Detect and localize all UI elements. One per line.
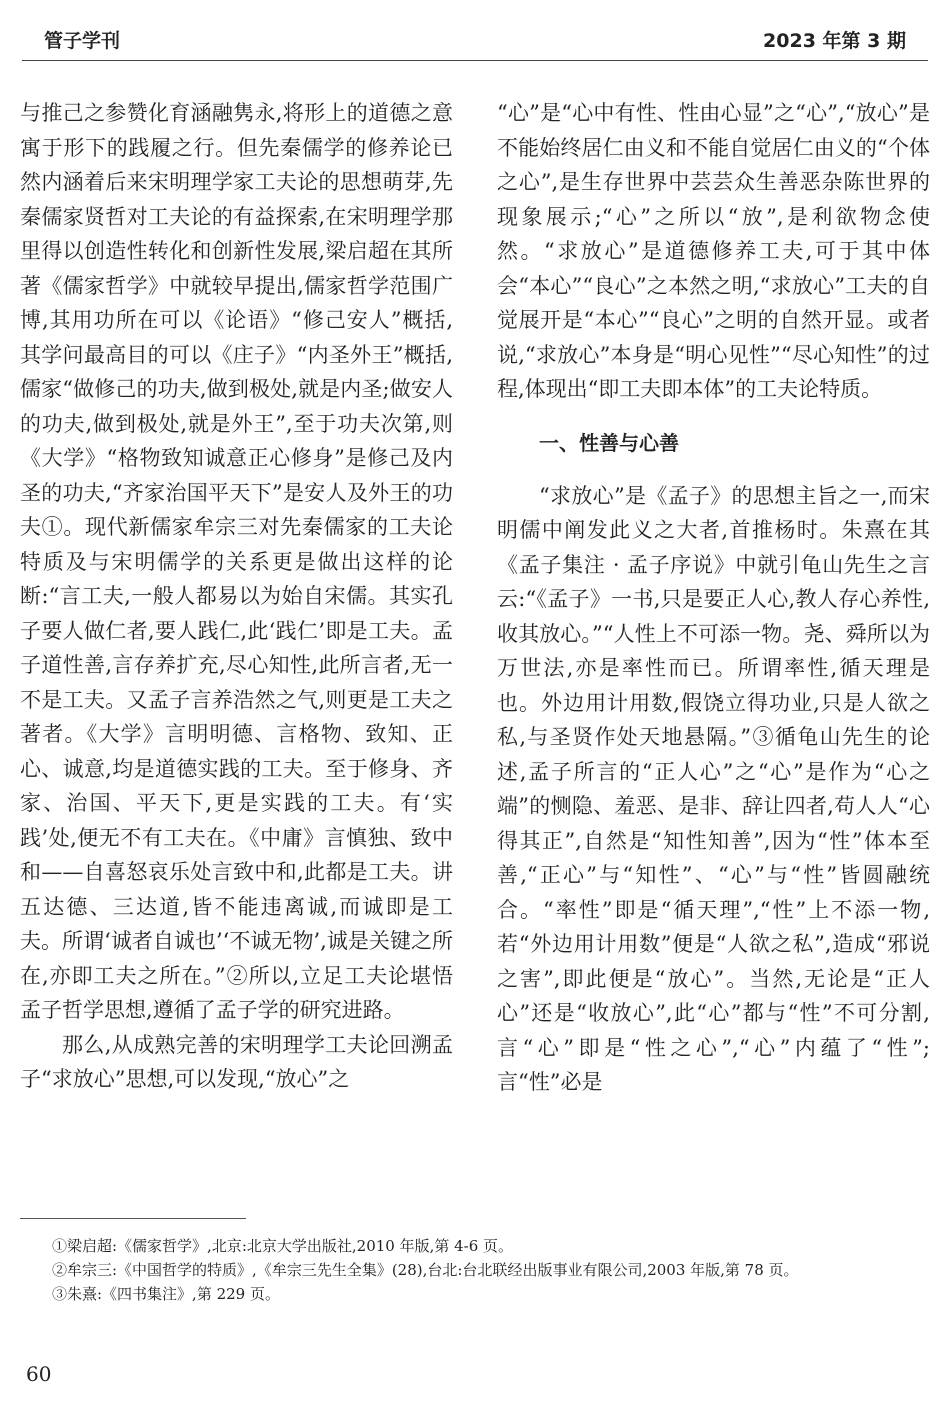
footnote-2: ②牟宗三:《中国哲学的特质》,《牟宗三先生全集》(28),台北:台北联经出版事业有限公司,2003 年版,第 78 页。 [52, 1261, 799, 1279]
journal-title: 管子学刊 [44, 30, 121, 52]
footnote-1: ①梁启超:《儒家哲学》,北京:北京大学出版社,2010 年版,第 4-6 页。 [52, 1237, 514, 1255]
right-paragraph-1: “心”是“心中有性、性由心显”之“心”,“放心”是不能始终居仁由义和不能自觉居仁由义的“个体之心”,是生存世界中芸芸众生善恶杂陈世界的现象展示;“心”之所以“放”,是利欲物念使然。“求放心”是道德修养工夫,可于其中体会“本心”“良心”之本然之明,“求放心”工夫的自觉展开是“本心”“良心”之明的自然开显。或者说,“求放心”本身是“明心见性”“尽心知性”的过程,体现出“即工夫即本体”的工夫论特质。 [497, 101, 930, 401]
footnote-3: ③朱熹:《四书集注》,第 229 页。 [52, 1285, 280, 1303]
page-number: 60 [26, 1362, 52, 1386]
footnotes [20, 1234, 932, 1306]
issue-label: 2023 年第 3 期 [763, 30, 906, 52]
running-header [22, 20, 928, 61]
footnote-divider [20, 1218, 246, 1219]
left-paragraph-2: 那么,从成熟完善的宋明理学工夫论回溯孟子“求放心”思想,可以发现,“放心”之 [20, 1032, 453, 1091]
left-paragraph-1: 与推己之参赞化育涵融隽永,将形上的道德之意寓于形下的践履之行。但先秦儒学的修养论已然内涵着后来宋明理学家工夫论的思想萌芽,先秦儒家贤哲对工夫论的有益探索,在宋明理学那里得以创造性转化和创新性发展,梁启超在其所著《儒家哲学》中就较早提出,儒家哲学范围广博,其用功所在可以《论语》“修己安人”概括,其学问最高目的可以《庄子》“内圣外王”概括,儒家“做修己的功夫,做到极处,就是内圣;做安人的功夫,做到极处,就是外王”,至于功夫次第,则《大学》“格物致知诚意正心修身”是修己及内圣的功夫,“齐家治国平天下”是安人及外王的功夫①。现代新儒家牟宗三对先秦儒家的工夫论特质及与宋明儒学的关系更是做出这样的论断:“言工夫,一般人都易以为始自宋儒。其实孔子要人做仁者,要人践仁,此‘践仁’即是工夫。孟子道性善,言存养扩充,尽心知性,此所言者,无一不是工夫。又孟子言养浩然之气,则更是工夫之著者。《大学》言明明德、言格物、致知、正心、诚意,均是道德实践的工夫。至于修身、齐家、治国、平天下,更是实践的工夫。有‘实践’处,便无不有工夫在。《中庸》言慎独、致中和——自喜怒哀乐处言致中和,此都是工夫。讲五达德、三达道,皆不能违离诚,而诚即是工夫。所谓‘诚者自诚也’‘不诚无物’,诚是关键之所在,亦即工夫之所在。”②所以,立足工夫论堪悟孟子哲学思想,遵循了孟子学的研究进路。 [20, 101, 453, 1022]
right-paragraph-2: “求放心”是《孟子》的思想主旨之一,而宋明儒中阐发此义之大者,首推杨时。朱熹在其《孟子集注 · 孟子序说》中就引龟山先生之言云:“《孟子》一书,只是要正人心,教人存心养性,收其放心。”“人性上不可添一物。尧、舜所以为万世法,亦是率性而已。所谓率性,循天理是也。外边用计用数,假饶立得功业,只是人欲之私,与圣贤作处天地悬隔。”③循龟山先生的论述,孟子所言的“正人心”之“心”是作为“心之端”的恻隐、羞恶、是非、辞让四者,苟人人“心得其正”,自然是“知性知善”,因为“性”体本至善,“正心”与“知性”、“心”与“性”皆圆融统合。“率性”即是“循天理”,“性”上不添一物,若“外边用计用数”便是“人欲之私”,造成“邪说之害”,即此便是“放心”。当然,无论是“正人心”还是“收放心”,此“心”都与“性”不可分割,言“心”即是“性之心”,“心”内蕴了“性”;言“性”必是 [497, 483, 930, 1094]
right-column [497, 96, 930, 1100]
left-column [20, 96, 453, 1097]
section-heading: 一、性善与心善 [539, 430, 679, 455]
